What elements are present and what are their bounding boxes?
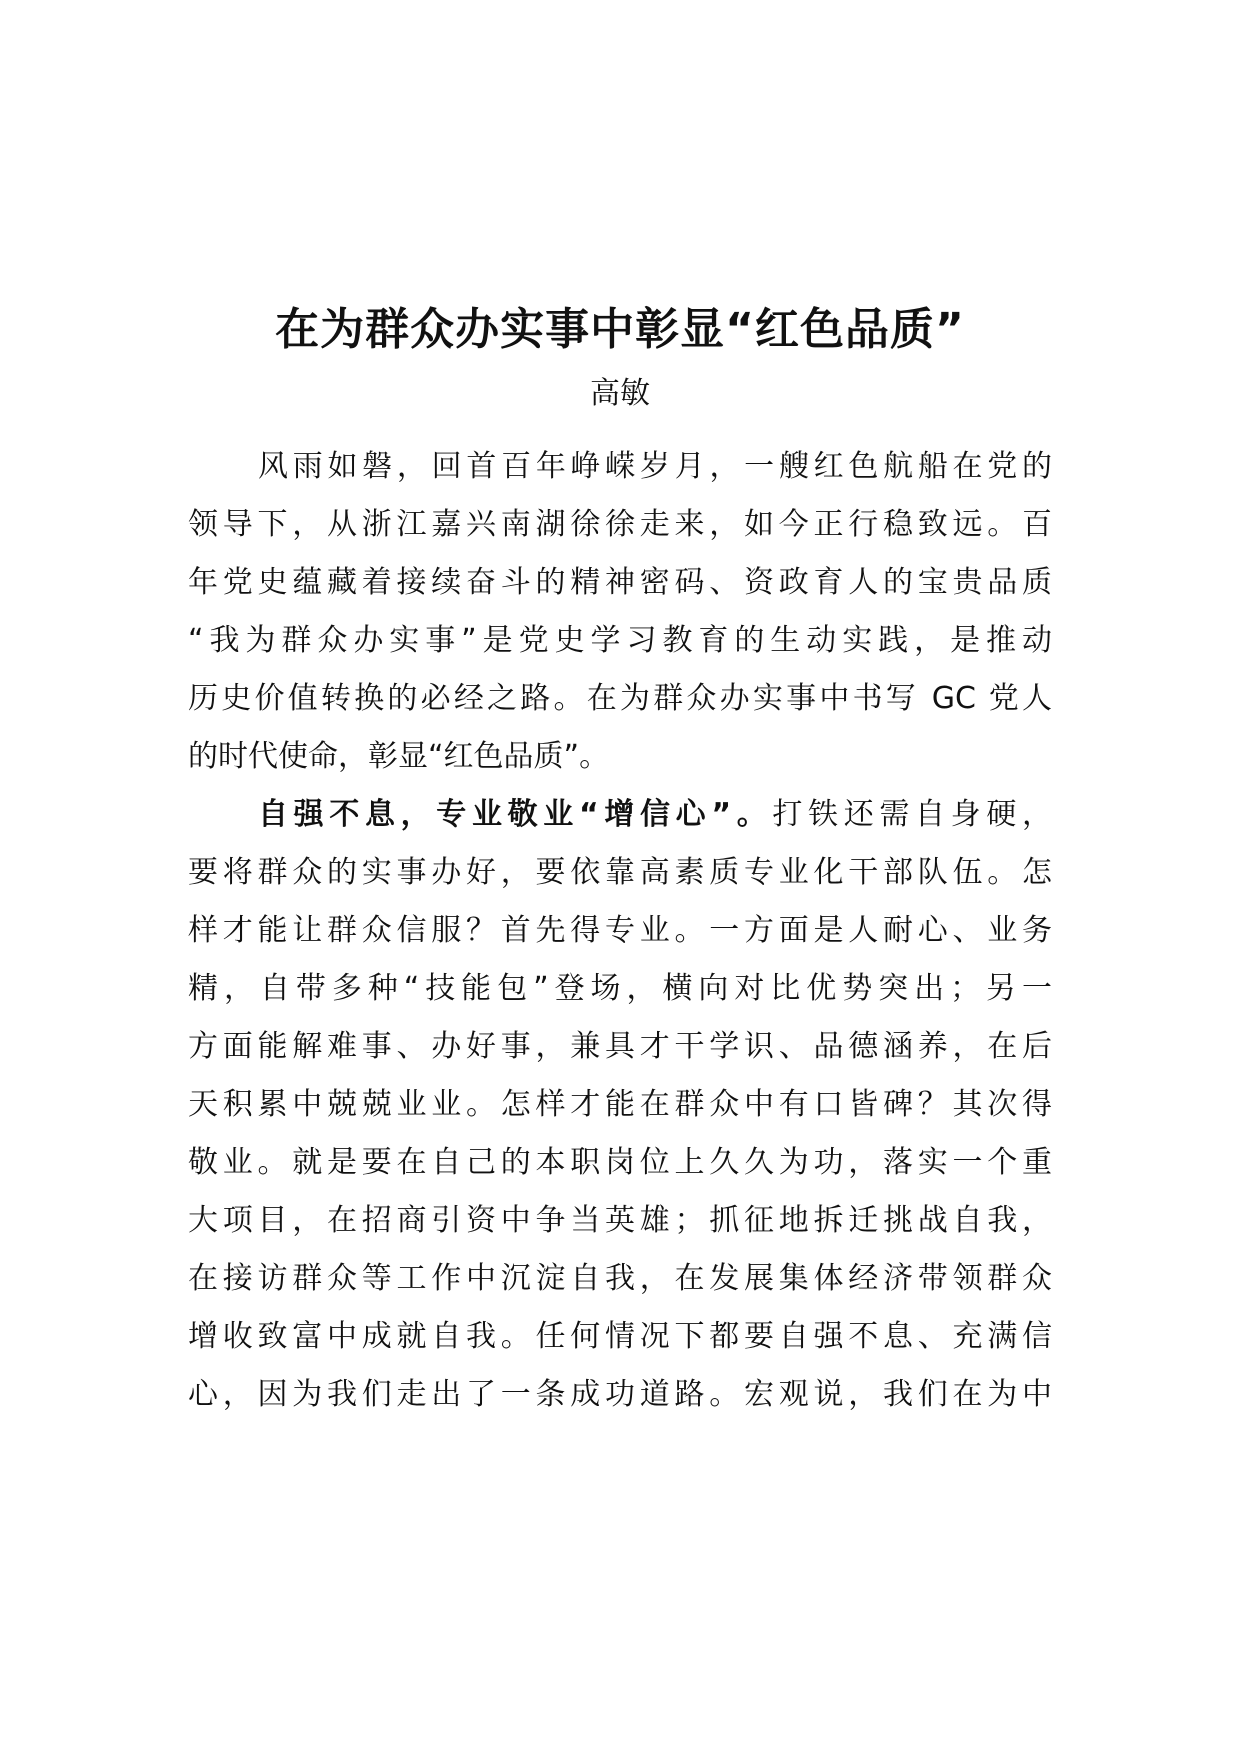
paragraph-1-line: 风雨如磐，回首百年峥嵘岁月，一艘红色航船在党的 — [258, 449, 1052, 484]
paragraph-1-line: 的时代使命，彰显“红色品质”。 — [188, 739, 610, 774]
paragraph-1-line: 年党史蕴藏着接续奋斗的精神密码、资政育人的宝贵品质 — [188, 565, 1052, 600]
document-title: 在为群众办实事中彰显“红色品质” — [275, 304, 965, 355]
paragraph-2-line: 大项目，在招商引资中争当英雄；抓征地拆迁挑战自我， — [188, 1203, 1052, 1238]
paragraph-2-line: 要将群众的实事办好，要依靠高素质专业化干部队伍。怎 — [188, 855, 1052, 890]
document-author: 高敏 — [590, 376, 650, 411]
paragraph-2-first-line — [258, 793, 1052, 837]
paragraph-2-line: 方面能解难事、办好事，兼具才干学识、品德涵养，在后 — [188, 1029, 1052, 1064]
paragraph-1-line: 历史价值转换的必经之路。在为群众办实事中书写 GC 党人 — [188, 681, 1052, 716]
paragraph-1-line: “我为群众办实事”是党史学习教育的生动实践，是推动 — [188, 623, 1052, 658]
paragraph-2-line: 天积累中兢兢业业。怎样才能在群众中有口皆碑？其次得 — [188, 1087, 1052, 1122]
paragraph-2-line: 样才能让群众信服？首先得专业。一方面是人耐心、业务 — [188, 913, 1052, 948]
paragraph-2-line: 心，因为我们走出了一条成功道路。宏观说，我们在为中 — [188, 1377, 1052, 1412]
paragraph-2-line: 在接访群众等工作中沉淀自我，在发展集体经济带领群众 — [188, 1261, 1052, 1296]
paragraph-1-line: 领导下，从浙江嘉兴南湖徐徐走来，如今正行稳致远。百 — [188, 507, 1052, 542]
paragraph-2-heading: 自强不息，专业敬业“增信心”。 — [258, 797, 773, 832]
paragraph-2-line: 精，自带多种“技能包”登场，横向对比优势突出；另一 — [188, 971, 1052, 1006]
paragraph-2-line: 打铁还需自身硬， — [772, 797, 1053, 832]
paragraph-2-line: 增收致富中成就自我。任何情况下都要自强不息、充满信 — [188, 1319, 1052, 1354]
paragraph-2-line: 敬业。就是要在自己的本职岗位上久久为功，落实一个重 — [188, 1145, 1052, 1180]
